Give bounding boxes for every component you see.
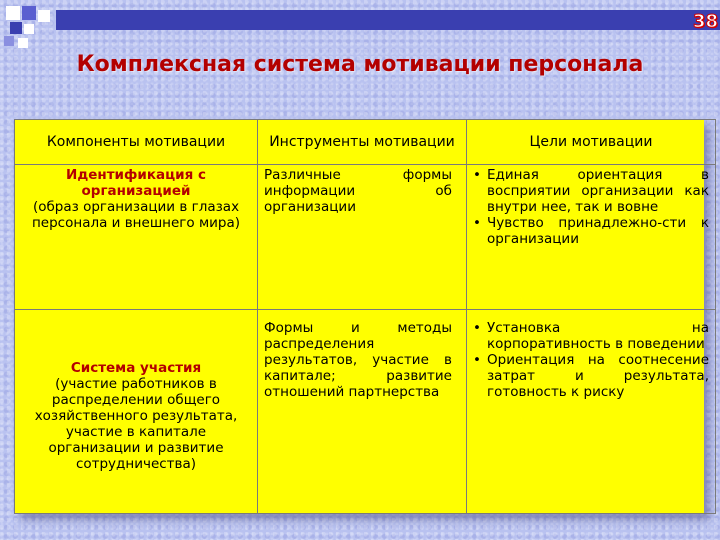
goals-list [473,320,709,400]
table-row [15,310,716,514]
page-title: Комплексная система мотивации персонала [76,52,644,77]
tools-text: Формы и методы распределения результатов, участие в капитале; развитие отношений партнерства [264,320,452,400]
tools-cell [258,165,467,310]
goals-list [473,167,709,247]
page-number: 38 [692,11,718,32]
component-text: (участие работников в распределении общего хозяйственного результата, участие в капитале организации и развитие сотрудничества) [34,375,238,472]
header-goals: Цели мотивации [467,120,716,165]
header-bar [56,10,720,30]
header-tools: Инструменты мотивации [258,120,467,165]
table-header-row [15,120,716,165]
goals-cell [467,310,716,514]
goals-cell [467,165,716,310]
component-title: Система участия [70,359,202,376]
goal-item: • Единая ориентация в восприятии организации как внутри нее, так и вовне [487,167,709,215]
component-title: Идентификация с организацией [66,167,206,199]
table-row [15,165,716,310]
motivation-table [14,119,709,514]
component-cell [15,165,258,310]
goal-item: • Ориентация на соотнесение затрат и результата, готовность к риску [487,352,709,400]
tools-text: Различные формы информации об организации [264,167,452,215]
tools-cell [258,310,467,514]
component-cell [15,310,258,514]
goal-item: • Установка на корпоративность в поведении [487,320,709,352]
goal-item: • Чувство принадлежно-сти к организации [487,215,709,247]
component-text: (образ организации в глазах персонала и внешнего мира) [31,199,241,231]
table [14,119,716,514]
header-components: Компоненты мотивации [15,120,258,165]
